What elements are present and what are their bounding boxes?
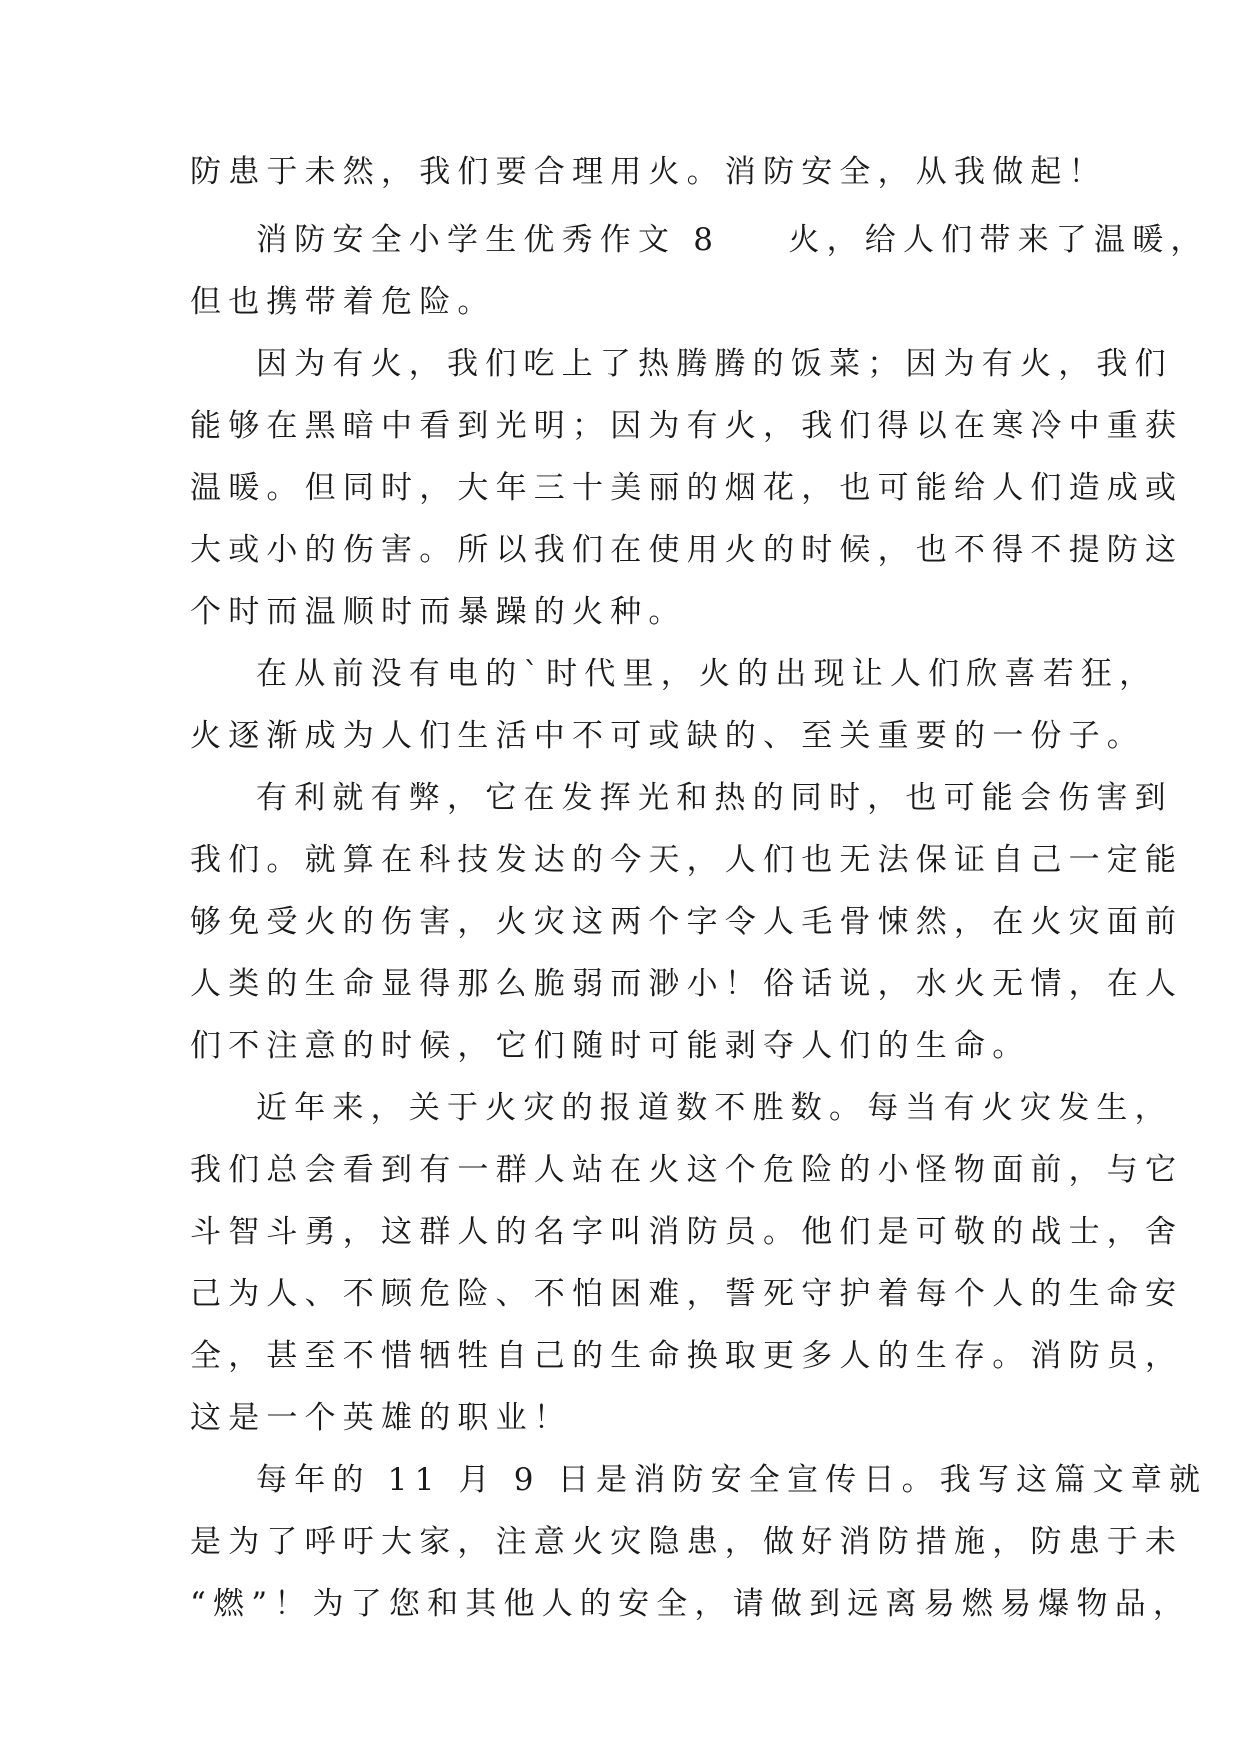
text-line: 大或小的伤害。所以我们在使用火的时候，也不得不提防这 (190, 532, 1184, 568)
text-line: 人类的生命显得那么脆弱而渺小！俗话说，水火无情，在人 (190, 966, 1184, 1002)
text-line: 但也携带着危险。 (190, 284, 496, 320)
text-line: 有利就有弊，它在发挥光和热的同时，也可能会伤害到 (256, 780, 1173, 816)
text-line: 全，甚至不惜牺牲自己的生命换取更多人的生存。消防员， (190, 1338, 1184, 1374)
text-line: 己为人、不顾危险、不怕困难，誓死守护着每个人的生命安 (190, 1276, 1184, 1312)
text-line: 个时而温顺时而暴躁的火种。 (190, 594, 687, 630)
text-line: 我们总会看到有一群人站在火这个危险的小怪物面前，与它 (190, 1152, 1184, 1188)
text-line: 能够在黑暗中看到光明；因为有火，我们得以在寒冷中重获 (190, 408, 1184, 444)
text-line: 防患于未然，我们要合理用火。消防安全，从我做起！ (190, 154, 1107, 190)
text-line: 在从前没有电的`时代里，火的出现让人们欣喜若狂， (256, 656, 1158, 692)
text-line: 们不注意的时候，它们随时可能剥夺人们的生命。 (190, 1028, 1031, 1064)
text-line: “燃”！为了您和其他人的安全，请做到远离易燃易爆物品， (190, 1586, 1192, 1622)
text-line: 够免受火的伤害，火灾这两个字令人毛骨悚然，在火灾面前 (190, 904, 1184, 940)
text-line: 这是一个英雄的职业！ (190, 1400, 572, 1436)
text-line: 斗智斗勇，这群人的名字叫消防员。他们是可敬的战士，舍 (190, 1214, 1184, 1250)
text-line: 消防安全小学生优秀作文 8 火，给人们带来了温暖， (256, 222, 1209, 258)
text-line: 是为了呼吁大家，注意火灾隐患，做好消防措施，防患于未 (190, 1524, 1184, 1560)
text-line: 温暖。但同时，大年三十美丽的烟花，也可能给人们造成或 (190, 470, 1184, 506)
text-line: 我们。就算在科技发达的今天，人们也无法保证自己一定能 (190, 842, 1184, 878)
text-line: 火逐渐成为人们生活中不可或缺的、至关重要的一份子。 (190, 718, 1145, 754)
text-line: 近年来，关于火灾的报道数不胜数。每当有火灾发生， (256, 1090, 1173, 1126)
text-line: 每年的 11 月 9 日是消防安全宣传日。我写这篇文章就 (256, 1462, 1208, 1498)
text-line: 因为有火，我们吃上了热腾腾的饭菜；因为有火，我们 (256, 346, 1173, 382)
